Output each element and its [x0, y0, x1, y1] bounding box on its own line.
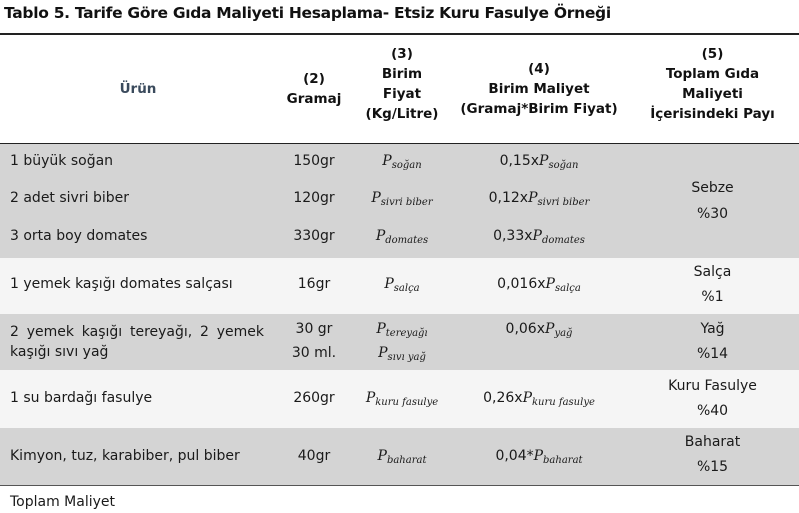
footer-total-cost: Toplam Maliyet [10, 494, 116, 510]
header-birim-maliyet-num: (4) [528, 61, 550, 77]
row-birim-maliyet: $0,12xP_{sivri biber}$ [488, 190, 590, 208]
row-birim-maliyet: $0,04*P_{baharat}$ [495, 448, 583, 466]
header-birim-maliyet-line1: Birim Maliyet [488, 81, 590, 97]
header-gramaj-label: Gramaj [286, 91, 342, 107]
header-pay-line1: Toplam Gıda [665, 66, 760, 82]
header-pay-num: (5) [701, 46, 724, 62]
row-birim-maliyet: $0,06xP_{yağ}$ [505, 321, 573, 339]
row-birim-maliyet: $0,26xP_{kuru fasulye}$ [483, 390, 595, 408]
row-gramaj: 330gr [293, 228, 335, 244]
table-title: Tablo 5. Tarife Göre Gıda Maliyeti Hesaplama- Etsiz Kuru Fasulye Örneği [4, 4, 611, 22]
row-birim-maliyet: $0,15xP_{soğan}$ [499, 153, 579, 171]
header-pay-line2: Maliyeti [682, 86, 743, 102]
header-birim-fiyat-line1: Birim [381, 66, 423, 82]
share-name: Baharat [684, 434, 741, 450]
row-urun: 1 büyük soğan [10, 153, 114, 169]
row-birim-fiyat: $P_{soğan}$ [382, 153, 422, 171]
row-gramaj: 150gr [293, 153, 335, 169]
share-pct: %14 [696, 346, 729, 362]
row-urun: Kimyon, tuz, karabiber, pul biber [10, 448, 240, 464]
row-urun: 1 yemek kaşığı domates salçası [10, 276, 233, 292]
row-urun: 3 orta boy domates [10, 228, 148, 244]
row-urun: 1 su bardağı fasulye [10, 390, 153, 406]
row-urun: 2 yemek kaşığı tereyağı, 2 yemek kaşığı sıvı yağ [10, 324, 264, 360]
header-birim-fiyat [352, 44, 452, 124]
header-birim-fiyat-num: (3) [391, 46, 413, 62]
header-gramaj [276, 69, 352, 109]
row-gramaj: 16gr [297, 276, 331, 292]
share-name: Salça [693, 264, 732, 280]
row-birim-maliyet: $0,33xP_{domates}$ [493, 228, 585, 246]
share-name: Sebze [691, 180, 734, 196]
share-name: Yağ [700, 321, 725, 337]
row-birim-maliyet: $0,016xP_{salça}$ [497, 276, 581, 294]
header-top-rule [0, 33, 799, 35]
header-birim-fiyat-line3: (Kg/Litre) [365, 106, 439, 122]
share-pct: %15 [696, 459, 729, 475]
row-gramaj: 30 gr [295, 321, 333, 337]
header-birim-maliyet [452, 59, 626, 119]
header-birim-fiyat-line2: Fiyat [382, 86, 422, 102]
row-gramaj: 40gr [297, 448, 331, 464]
header-pay-line3: İçerisindeki Payı [650, 106, 775, 122]
header-urun: Ürün [119, 81, 157, 97]
row-urun: 2 adet sivri biber [10, 190, 129, 206]
share-pct: %1 [701, 289, 724, 305]
header-birim-maliyet-line2: (Gramaj*Birim Fiyat) [460, 101, 618, 117]
row-gramaj: 260gr [293, 390, 335, 406]
row-birim-fiyat: $P_{baharat}$ [377, 448, 427, 466]
body-bottom-rule [0, 485, 799, 486]
header-gramaj-num: (2) [303, 71, 325, 87]
header-pay [626, 44, 799, 124]
share-pct: %30 [696, 206, 729, 222]
row-birim-fiyat: $P_{sivri biber}$ [371, 190, 433, 208]
share-name: Kuru Fasulye [668, 378, 757, 394]
share-pct: %40 [696, 403, 729, 419]
row-birim-fiyat: $P_{salça}$ [384, 276, 420, 294]
row-birim-fiyat: $P_{tereyağı}$ [376, 321, 428, 339]
row-gramaj: 120gr [293, 190, 335, 206]
row-birim-fiyat: $P_{kuru fasulye}$ [365, 390, 439, 408]
row-gramaj-2: 30 ml. [291, 345, 337, 361]
row-birim-fiyat-2: $P_{sıvı yağ}$ [378, 345, 426, 363]
row-birim-fiyat: $P_{domates}$ [375, 228, 429, 246]
